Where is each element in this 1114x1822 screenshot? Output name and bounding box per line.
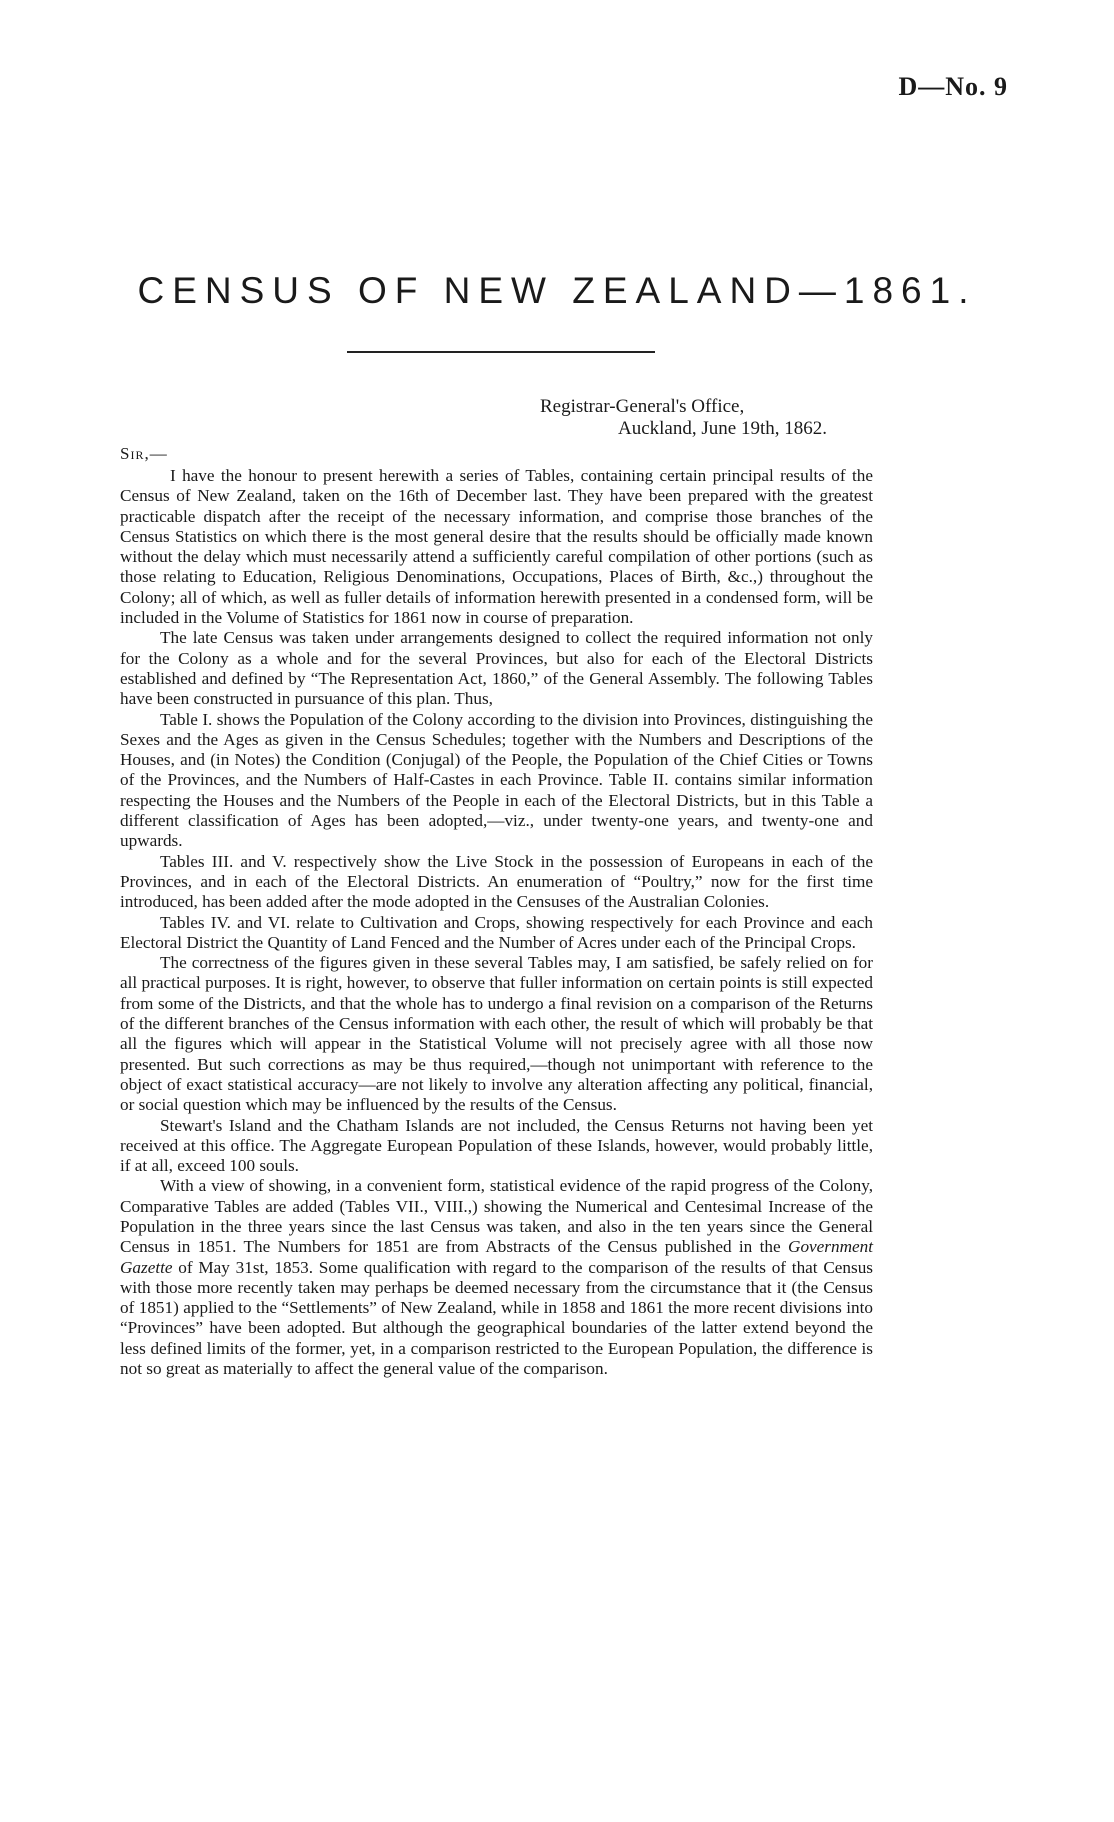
paragraph: The late Census was taken under arrangements designed to collect the required information not only for the Colony as a whole and for the several Provinces, but also for each of the Electoral Districts established and defined by “The Representation Act, 1860,” of the General Assembly. The following Tables have been constructed in pursuance of this plan. Thus,: [120, 628, 873, 709]
letter-body: [120, 466, 873, 1379]
paragraph: Table I. shows the Population of the Colony according to the division into Provinces, distinguishing the Sexes and the Ages as given in the Census Schedules; together with the Numbers and Descriptions of the Houses, and (in Notes) the Condition (Conjugal) of the People, the Population of the Chief Cities or Towns of the Provinces, and the Numbers of Half-Castes in each Province. Table II. contains similar information respecting the Houses and the Numbers of the People in each of the Electoral Districts, but in this Table a different classification of Ages has been adopted,—viz., under twenty-one years, and twenty-one and upwards.: [120, 709, 873, 851]
paragraph: Stewart's Island and the Chatham Islands are not included, the Census Returns not having been yet received at this office. The Aggregate European Population of these Islands, however, would probably little, if at all, exceed 100 souls.: [120, 1115, 873, 1176]
paragraph-last: [120, 1176, 873, 1379]
document-reference: D—No. 9: [898, 72, 1008, 101]
paragraph: I have the honour to present herewith a series of Tables, containing certain principal results of the Census of New Zealand, taken on the 16th of December last. They have been prepared with the greatest practicable dispatch after the receipt of the necessary information, and comprise those branches of the Census Statistics on which there is the most general desire that the results should be officially made known without the delay which must necessarily attend a sufficiently careful compilation of other portions (such as those relating to Education, Religious Denominations, Occupations, Places of Birth, &c.,) throughout the Colony; all of which, as well as fuller details of information herewith presented in a condensed form, will be included in the Volume of Statistics for 1861 now in course of preparation.: [120, 466, 873, 628]
date-line: Auckland, June 19th, 1862.: [618, 418, 827, 439]
salutation: Sir,—: [120, 444, 168, 463]
office-address-block: [540, 396, 920, 440]
paragraph: The correctness of the figures given in these several Tables may, I am satisfied, be safely relied on for all practical purposes. It is right, however, to observe that fuller information on certain points is still expected from some of the Districts, and that the whole has to undergo a final revision on a comparison of the Returns of the different branches of the Census information with each other, the result of which will probably be that all the figures which will appear in the Statistical Volume will not precisely agree with all those now presented. But such corrections as may be thus required,—though not unimportant with reference to the object of exact statistical accuracy—are not likely to involve any alteration affecting any political, financial, or social question which may be influenced by the results of the Census.: [120, 953, 873, 1115]
paragraph: Tables III. and V. respectively show the Live Stock in the possession of Europeans in each of the Provinces, and in each of the Electoral Districts. An enumeration of “Poultry,” now for the first time introduced, has been added after the mode adopted in the Censuses of the Australian Colonies.: [120, 851, 873, 912]
paragraph: Tables IV. and VI. relate to Cultivation and Crops, showing respectively for each Province and each Electoral District the Quantity of Land Fenced and the Number of Acres under each of the Principal Crops.: [120, 912, 873, 952]
text-run: With a view of showing, in a convenient form, statistical evidence of the rapid progress of the Colony, Comparative Tables are added (Tables VII., VIII.,) showing the Numerical and Centesimal Increase of the Population in the three years since the last Census was taken, and also in the ten years since the General Census in 1851. The Numbers for 1851 are from Abstracts of the Census published in the: [120, 1176, 873, 1257]
page-title: CENSUS OF NEW ZEALAND—1861.: [137, 270, 977, 311]
title-divider: [347, 351, 655, 353]
office-line: Registrar-General's Office,: [540, 396, 745, 417]
text-run: of May 31st, 1853. Some qualification with regard to the comparison of the results of that Census with those more recently taken may perhaps be deemed necessary from the circumstance that it (the Census of 1851) applied to the “Settlements” of New Zealand, while in 1858 and 1861 the more recent divisions into “Provinces” have been adopted. But although the geographical boundaries of the latter extend beyond the less defined limits of the former, yet, in a comparison restricted to the European Population, the difference is not so great as materially to affect the general value of the comparison.: [120, 1257, 873, 1379]
italic-text-run: Government Gazette: [120, 1237, 873, 1277]
